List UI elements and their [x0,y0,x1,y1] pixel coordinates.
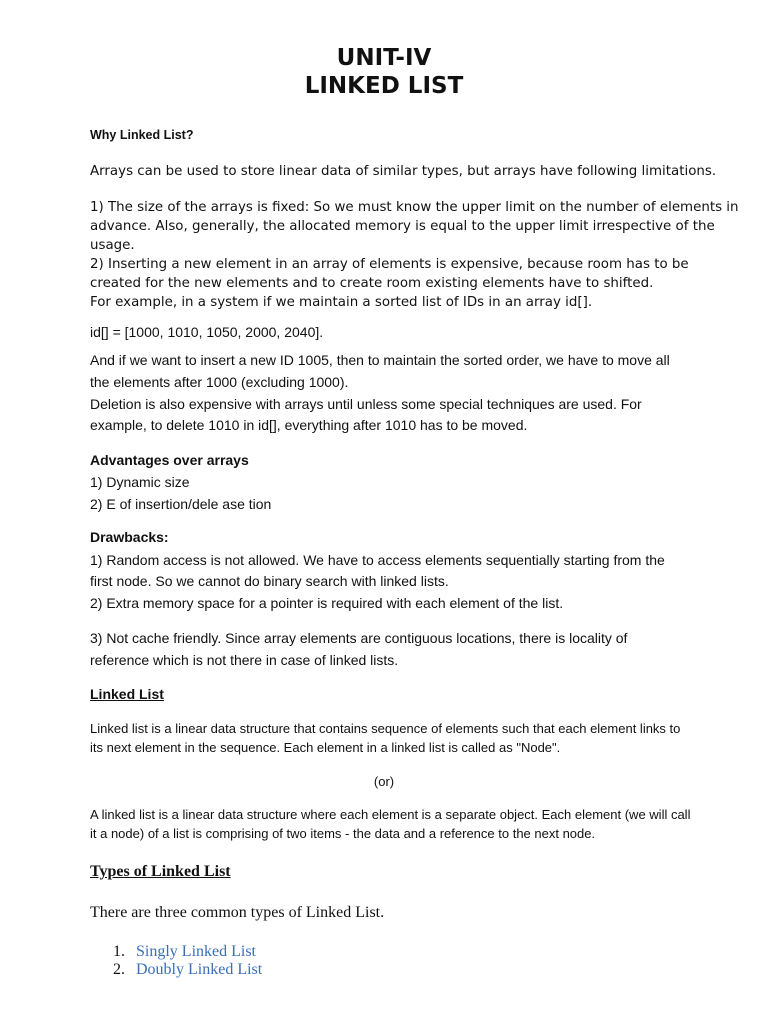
drawback3-line2: reference which is not there in case of linked lists. [90,652,399,668]
drawback3-line1: 3) Not cache friendly. Since array elements are contiguous locations, there is locality of [90,630,628,646]
limit2-line1: 2) Inserting a new element in an array of elements is expensive, because room has to be [90,257,689,272]
why-heading: Why Linked List? [90,128,194,142]
insert-line1: And if we want to insert a new ID 1005, then to maintain the sorted order, we have to move all [90,352,670,368]
limit1-line2: advance. Also, generally, the allocated memory is equal to the upper limit irrespective of the [90,219,715,234]
doubly-linked-list-link[interactable]: Doubly Linked List [136,961,263,978]
or-separator: (or) [373,774,395,789]
unit-title: UNIT-IV [336,45,432,71]
types-intro: There are three common types of Linked List. [90,904,385,921]
advantage-item: 2) E of insertion/dele ase tion [90,496,272,512]
list-number: 1. [113,943,125,960]
insert-line2: the elements after 1000 (excluding 1000). [90,374,349,390]
types-heading: Types of Linked List [90,863,231,880]
definition2-line1: A linked list is a linear data structure where each element is a separate object. Each element (we will call [90,807,691,822]
definition1-line2: its next element in the sequence. Each element in a linked list is called as "Node". [90,740,561,755]
deletion-line1: Deletion is also expensive with arrays until unless some special techniques are used. For [90,396,642,412]
limit1-line1: 1) The size of the arrays is fixed: So we must know the upper limit on the number of elements in [90,200,739,215]
deletion-line2: example, to delete 1010 in id[], everything after 1010 has to be moved. [90,417,528,433]
why-intro: Arrays can be used to store linear data of similar types, but arrays have following limitations. [90,164,717,179]
definition1-line1: Linked list is a linear data structure that contains sequence of elements such that each element links to [90,721,681,736]
array-example: id[] = [1000, 1010, 1050, 2000, 2040]. [90,324,324,340]
limit2-line2: created for the new elements and to create room existing elements have to shifted. [90,276,654,291]
list-number: 2. [113,961,125,978]
drawback1-line2: first node. So we cannot do binary search with linked lists. [90,573,449,589]
advantage-item: 1) Dynamic size [90,474,190,490]
limit1-line3: usage. [90,238,135,253]
drawback2: 2) Extra memory space for a pointer is required with each element of the list. [90,595,564,611]
definition2-line2: it a node) of a list is comprising of two items - the data and a reference to the next node. [90,826,596,841]
drawback1-line1: 1) Random access is not allowed. We have to access elements sequentially starting from the [90,552,665,568]
drawbacks-heading: Drawbacks: [90,529,169,545]
linked-list-heading: Linked List [90,686,164,702]
advantages-heading: Advantages over arrays [90,452,249,468]
document-title: LINKED LIST [304,73,464,99]
singly-linked-list-link[interactable]: Singly Linked List [136,943,256,960]
example-text: For example, in a system if we maintain a sorted list of IDs in an array id[]. [90,295,593,310]
